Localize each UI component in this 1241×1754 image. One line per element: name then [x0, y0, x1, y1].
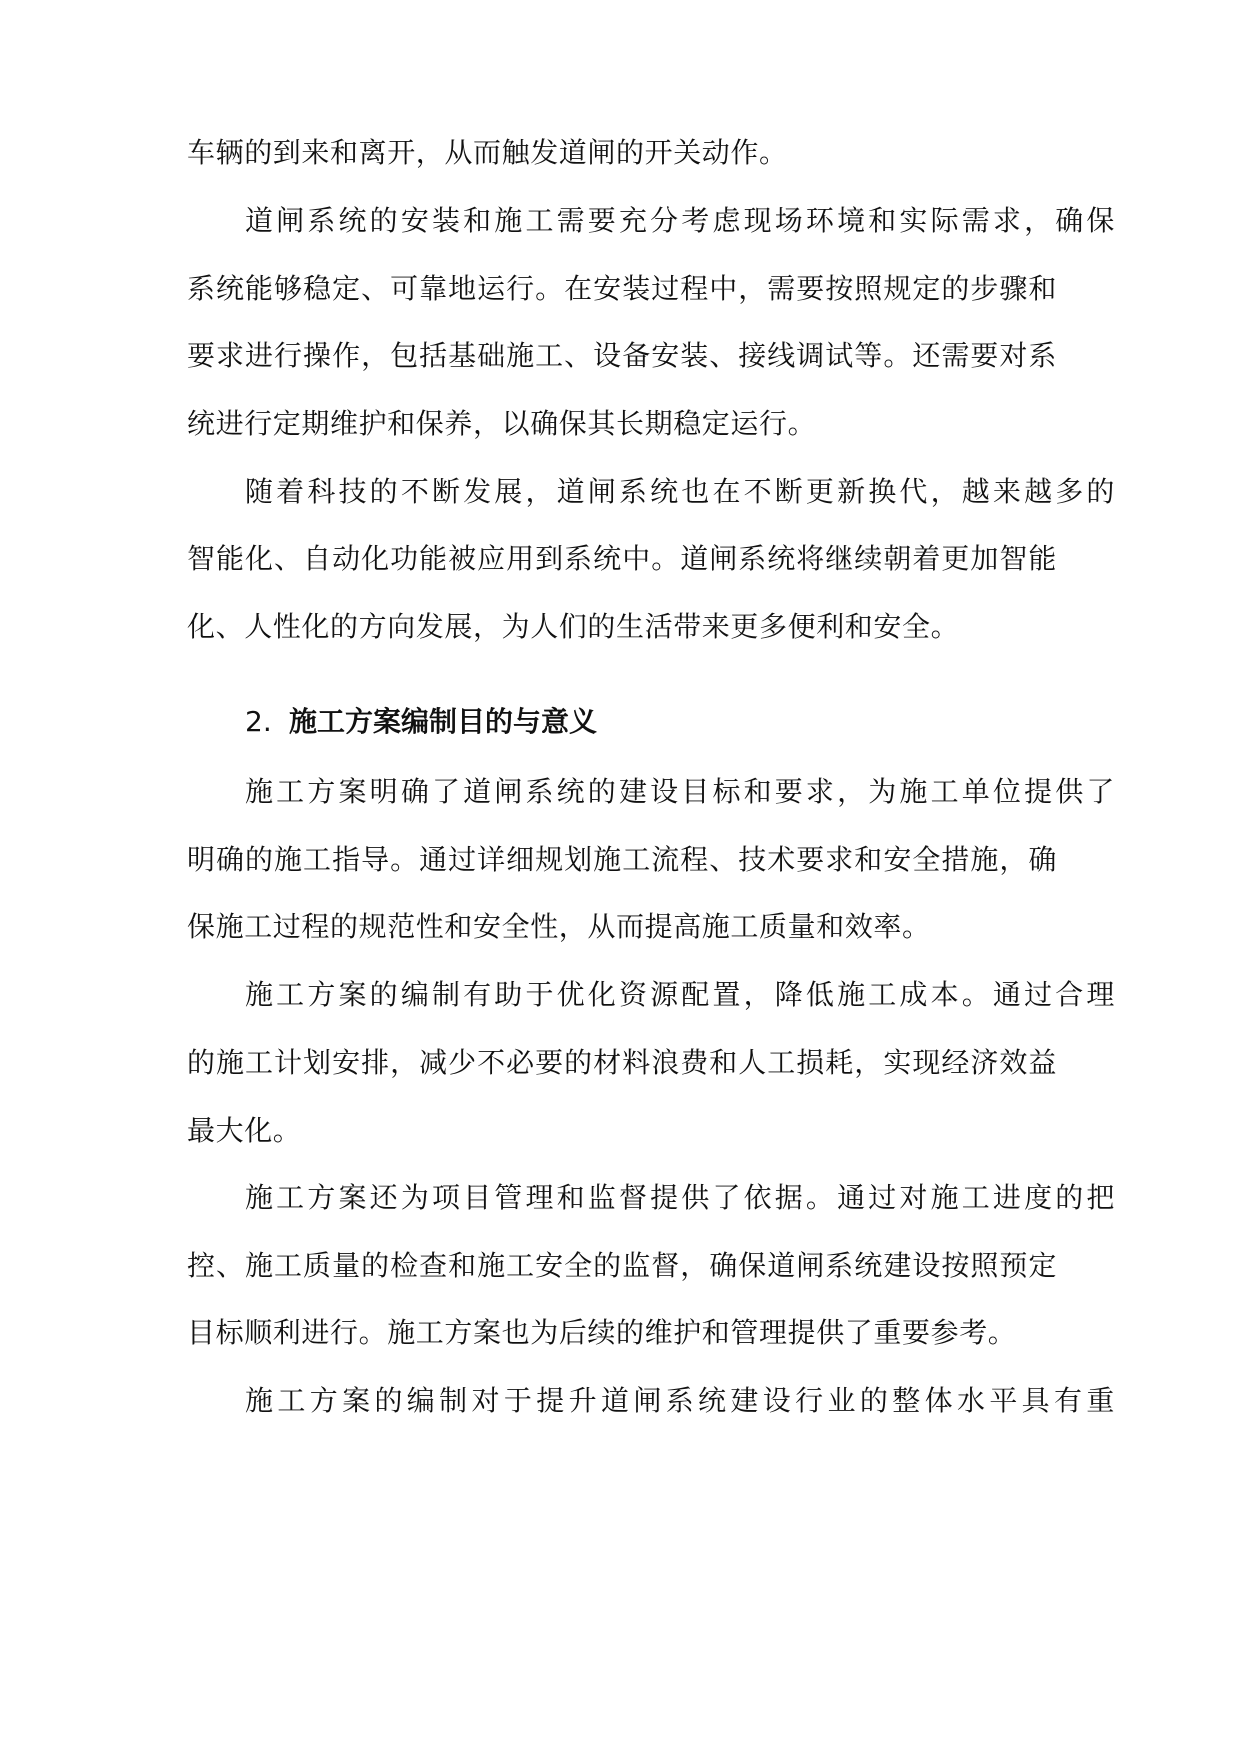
paragraph-line: 道闸系统的安装和施工需要充分考虑现场环境和实际需求，确保 — [245, 204, 1115, 237]
paragraph-line: 保施工过程的规范性和安全性，从而提高施工质量和效率。 — [187, 910, 931, 943]
paragraph-line: 控、施工质量的检查和施工安全的监督，确保道闸系统建设按照预定 — [187, 1249, 1057, 1282]
paragraph-line: 随着科技的不断发展，道闸系统也在不断更新换代，越来越多的 — [245, 475, 1115, 508]
paragraph-line: 目标顺利进行。施工方案也为后续的维护和管理提供了重要参考。 — [187, 1316, 1017, 1349]
paragraph-line: 统进行定期维护和保养，以确保其长期稳定运行。 — [187, 407, 817, 440]
section-number: 2. — [245, 705, 272, 738]
paragraph-line: 智能化、自动化功能被应用到系统中。道闸系统将继续朝着更加智能 — [187, 542, 1057, 575]
paragraph-line: 明确的施工指导。通过详细规划施工流程、技术要求和安全措施，确 — [187, 843, 1057, 876]
paragraph-line: 的施工计划安排，减少不必要的材料浪费和人工损耗，实现经济效益 — [187, 1046, 1057, 1079]
paragraph-line: 最大化。 — [187, 1114, 302, 1147]
section-title: 施工方案编制目的与意义 — [289, 705, 598, 738]
paragraph-line: 施工方案明确了道闸系统的建设目标和要求，为施工单位提供了 — [245, 775, 1115, 808]
paragraph-line: 化、人性化的方向发展，为人们的生活带来更多便利和安全。 — [187, 610, 960, 643]
paragraph-line: 系统能够稳定、可靠地运行。在安装过程中，需要按照规定的步骤和 — [187, 272, 1057, 305]
paragraph-line: 车辆的到来和离开，从而触发道闸的开关动作。 — [187, 136, 788, 169]
paragraph-line: 施工方案还为项目管理和监督提供了依据。通过对施工进度的把 — [245, 1181, 1115, 1214]
paragraph-line: 施工方案的编制有助于优化资源配置，降低施工成本。通过合理 — [245, 978, 1115, 1011]
paragraph-line: 施工方案的编制对于提升道闸系统建设行业的整体水平具有重 — [245, 1384, 1115, 1417]
section-heading — [245, 702, 597, 742]
paragraph-line: 要求进行操作，包括基础施工、设备安装、接线调试等。还需要对系 — [187, 339, 1057, 372]
